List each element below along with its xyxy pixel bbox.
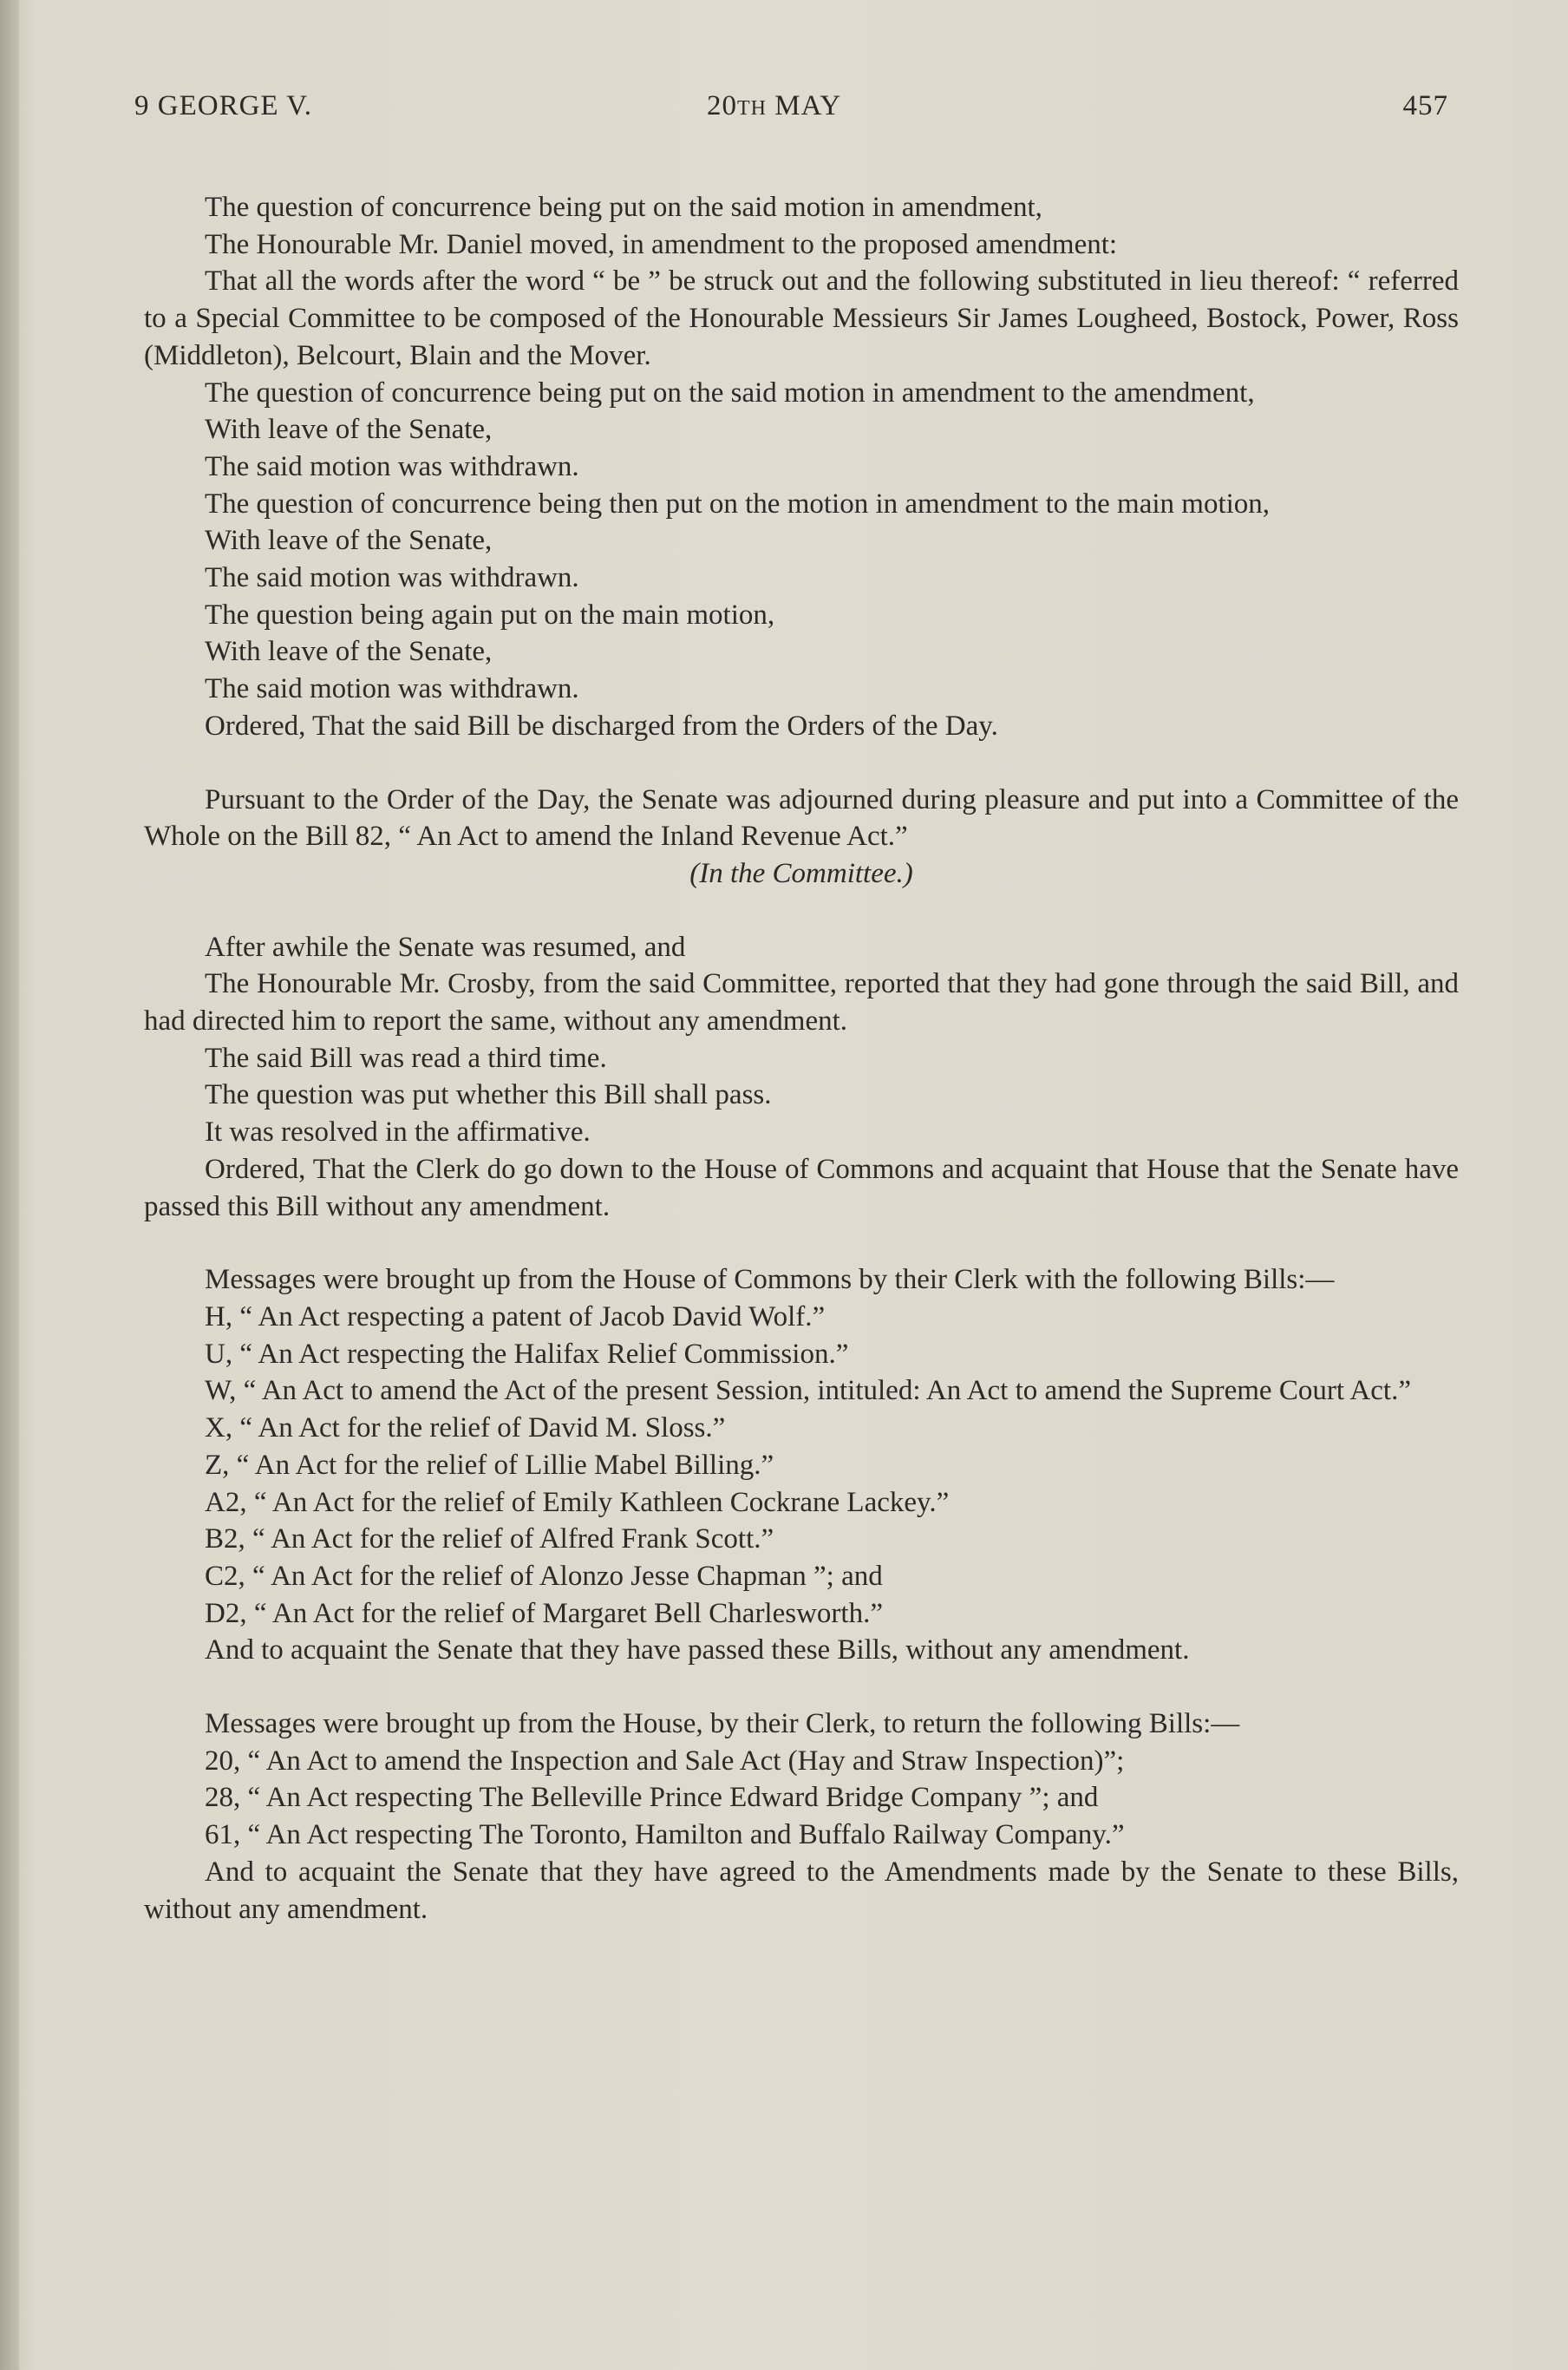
paragraph: With leave of the Senate, <box>205 636 493 668</box>
paragraph: The said motion was withdrawn. <box>205 450 579 482</box>
bill-item: U, “ An Act respecting the Halifax Relief Commission.” <box>205 1338 849 1370</box>
header-date-day: 20 <box>707 90 737 121</box>
paragraph: With leave of the Senate, <box>205 414 493 446</box>
paragraph: Pursuant to the Order of the Day, the Senate was adjourned during pleasure and put into a Committee of the Whole on the Bill 82, “ An Act to amend the Inland Revenue Act.” <box>144 783 1459 853</box>
header-date-month: MAY <box>774 90 842 121</box>
bill-item: 61, “ An Act respecting The Toronto, Hamilton and Buffalo Railway Company.” <box>205 1819 1125 1851</box>
paragraph: That all the words after the word “ be ” be struck out and the following substituted in lieu thereof: “ referred to a Special Committee to be composed of the Honourable Messieurs Sir James Lougheed, Bostock, Power, Ross (Middleton), Belcourt, Blain and the Mover. <box>144 265 1459 371</box>
bill-item: X, “ An Act for the relief of David M. Sloss.” <box>205 1412 726 1444</box>
header-regnal-year: 9 GEORGE V. <box>134 90 313 121</box>
paragraph: After awhile the Senate was resumed, and <box>205 931 686 963</box>
paragraph: The question of concurrence being put on the said motion in amendment, <box>205 192 1042 223</box>
paragraph: With leave of the Senate, <box>205 525 493 557</box>
bill-item: A2, “ An Act for the relief of Emily Kathleen Cockrane Lackey.” <box>205 1486 950 1518</box>
paragraph: The question of concurrence being put on the said motion in amendment to the amendment, <box>205 376 1255 409</box>
paragraph: And to acquaint the Senate that they have passed these Bills, without any amendment. <box>205 1634 1190 1666</box>
page-header <box>134 90 1448 142</box>
paragraph: Ordered, That the said Bill be discharged from the Orders of the Day. <box>205 710 998 742</box>
bill-item: H, “ An Act respecting a patent of Jacob David Wolf.” <box>205 1300 826 1332</box>
header-date-suffix: TH <box>737 97 767 120</box>
paragraph: The Honourable Mr. Crosby, from the said Committee, reported that they had gone through the said Bill, and had directed him to report the same, without any amendment. <box>144 968 1459 1038</box>
bill-item: 20, “ An Act to amend the Inspection and Sale Act (Hay and Straw Inspection)”; <box>205 1745 1125 1777</box>
bill-item: D2, “ An Act for the relief of Margaret Bell Charlesworth.” <box>205 1597 883 1629</box>
bill-item: W, “ An Act to amend the Act of the present Session, intituled: An Act to amend the Supreme Court Act.” <box>205 1375 1411 1407</box>
committee-heading: (In the Committee.) <box>689 857 913 889</box>
paragraph: The said motion was withdrawn. <box>205 562 579 594</box>
paragraph: The question was put whether this Bill shall pass. <box>205 1079 772 1111</box>
bill-item: 28, “ An Act respecting The Belleville Prince Edward Bridge Company ”; and <box>205 1782 1099 1814</box>
page-number: 457 <box>1402 90 1448 121</box>
header-date <box>707 90 841 122</box>
bill-item: Z, “ An Act for the relief of Lillie Mabel Billing.” <box>205 1449 774 1481</box>
paragraph: Ordered, That the Clerk do go down to the House of Commons and acquaint that House that the Senate have passed this Bill without any amendment. <box>144 1153 1459 1222</box>
bill-item: C2, “ An Act for the relief of Alonzo Jesse Chapman ”; and <box>205 1560 883 1592</box>
paragraph: It was resolved in the affirmative. <box>205 1116 591 1149</box>
paragraph: The said Bill was read a third time. <box>205 1042 607 1074</box>
paragraph: And to acquaint the Senate that they have agreed to the Amendments made by the Senate to these Bills, without any amendment. <box>144 1856 1459 1925</box>
paragraph: Messages were brought up from the House, by their Clerk, to return the following Bills:— <box>205 1708 1240 1740</box>
paragraph: The question being again put on the main motion, <box>205 599 775 631</box>
paragraph: The said motion was withdrawn. <box>205 673 579 705</box>
paragraph: The Honourable Mr. Daniel moved, in amendment to the proposed amendment: <box>205 228 1118 260</box>
paragraph: The question of concurrence being then put on the motion in amendment to the main motion, <box>205 488 1271 520</box>
journal-text <box>144 189 1459 1928</box>
page-binding-shadow <box>0 0 19 2370</box>
bill-item: B2, “ An Act for the relief of Alfred Frank Scott.” <box>205 1523 774 1555</box>
paragraph: Messages were brought up from the House of Commons by their Clerk with the following Bills:— <box>205 1264 1335 1296</box>
